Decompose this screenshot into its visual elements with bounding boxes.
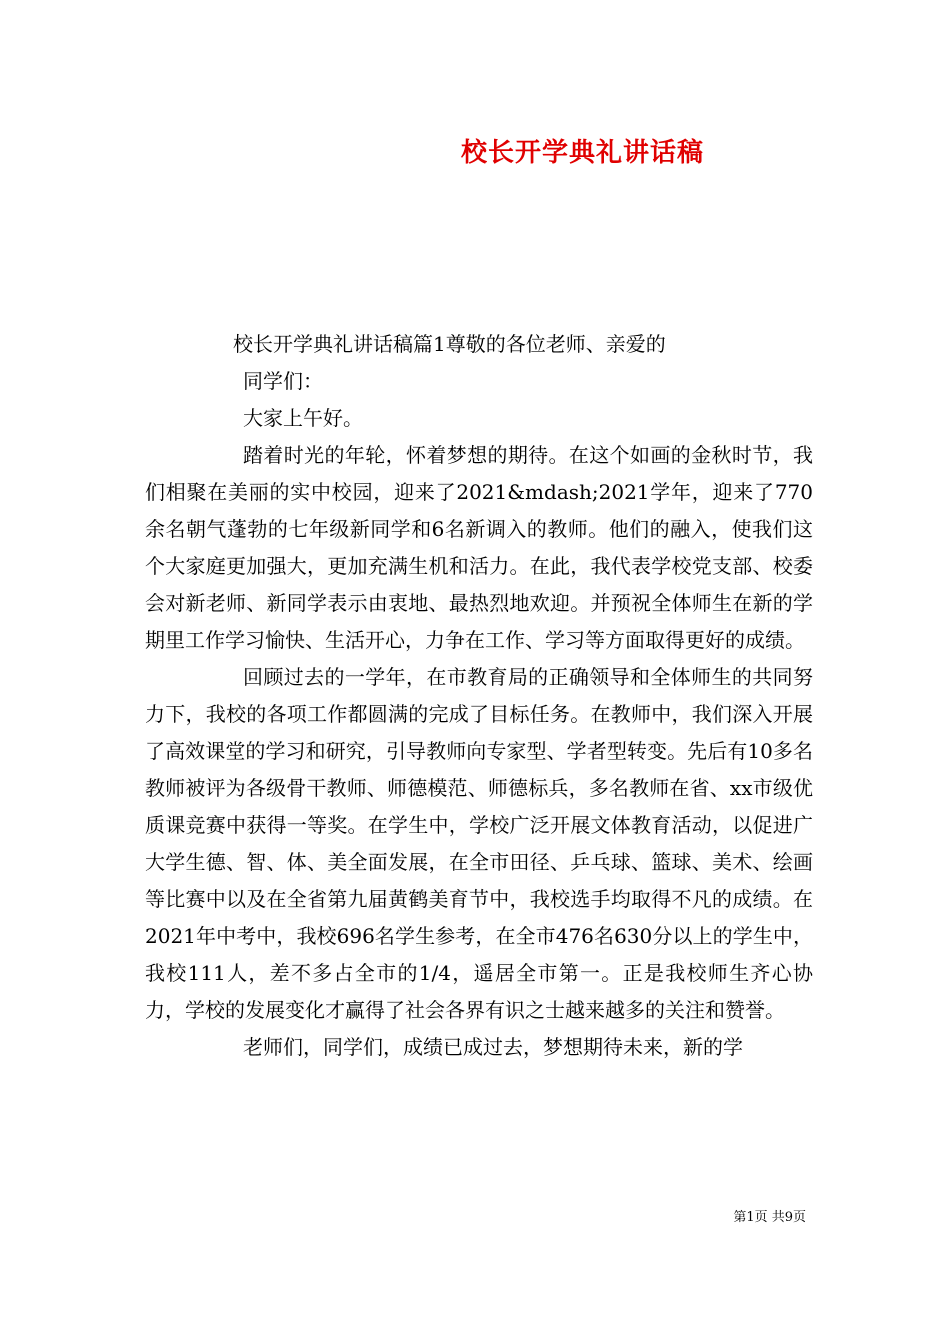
document-title: 校长开学典礼讲话稿 (460, 138, 704, 168)
paragraph-future: 老师们，同学们，成绩已成过去，梦想期待未来，新的学 (243, 1035, 743, 1059)
paragraph-greeting: 校长开学典礼讲话稿篇1尊敬的各位老师、亲爱的 (233, 332, 666, 356)
paragraph-review: 回顾过去的一学年，在市教育局的正确领导和全体师生的共同努力下，我校的各项工作都圆满的完成了目标任务。在教师中，我们深入开展了高效课堂的学习和研究，引导教师向专家型、学者型转变。先后有10多名教师被评为各级骨干教师、师德模范、师德标兵，多名教师在省、xx市级优质课竞赛中获得一等奖。在学生中，学校广泛开展文体教育活动，以促进广大学生德、智、体、美全面发展，在全市田径、乒乓球、篮球、美术、绘画等比赛中以及在全省第九届黄鹤美育节中，我校选手均取得不凡的成绩。在2021年中考中，我校696名学生参考，在全市476名630分以上的学生中，我校111人，差不多占全市的1/4，遥居全市第一。正是我校师生齐心协力，学校的发展变化才赢得了社会各界有识之士越来越多的关注和赞誉。 (145, 665, 813, 1022)
document-body (145, 326, 813, 1066)
page-number-footer: 第1页 共9页 (733, 1210, 806, 1225)
paragraph-welcome: 踏着时光的年轮，怀着梦想的期待。在这个如画的金秋时节，我们相聚在美丽的实中校园，迎来了2021&mdash;2021学年，迎来了770余名朝气蓬勃的七年级新同学和6名新调入的教师。他们的融入，使我们这个大家庭更加强大，更加充满生机和活力。在此，我代表学校党支部、校委会对新老师、新同学表示由衷地、最热烈地欢迎。并预祝全体师生在新的学期里工作学习愉快、生活开心，力争在工作、学习等方面取得更好的成绩。 (145, 443, 813, 652)
paragraph-hello: 大家上午好。 (243, 406, 363, 430)
paragraph-greeting-cont: 同学们： (243, 369, 323, 393)
